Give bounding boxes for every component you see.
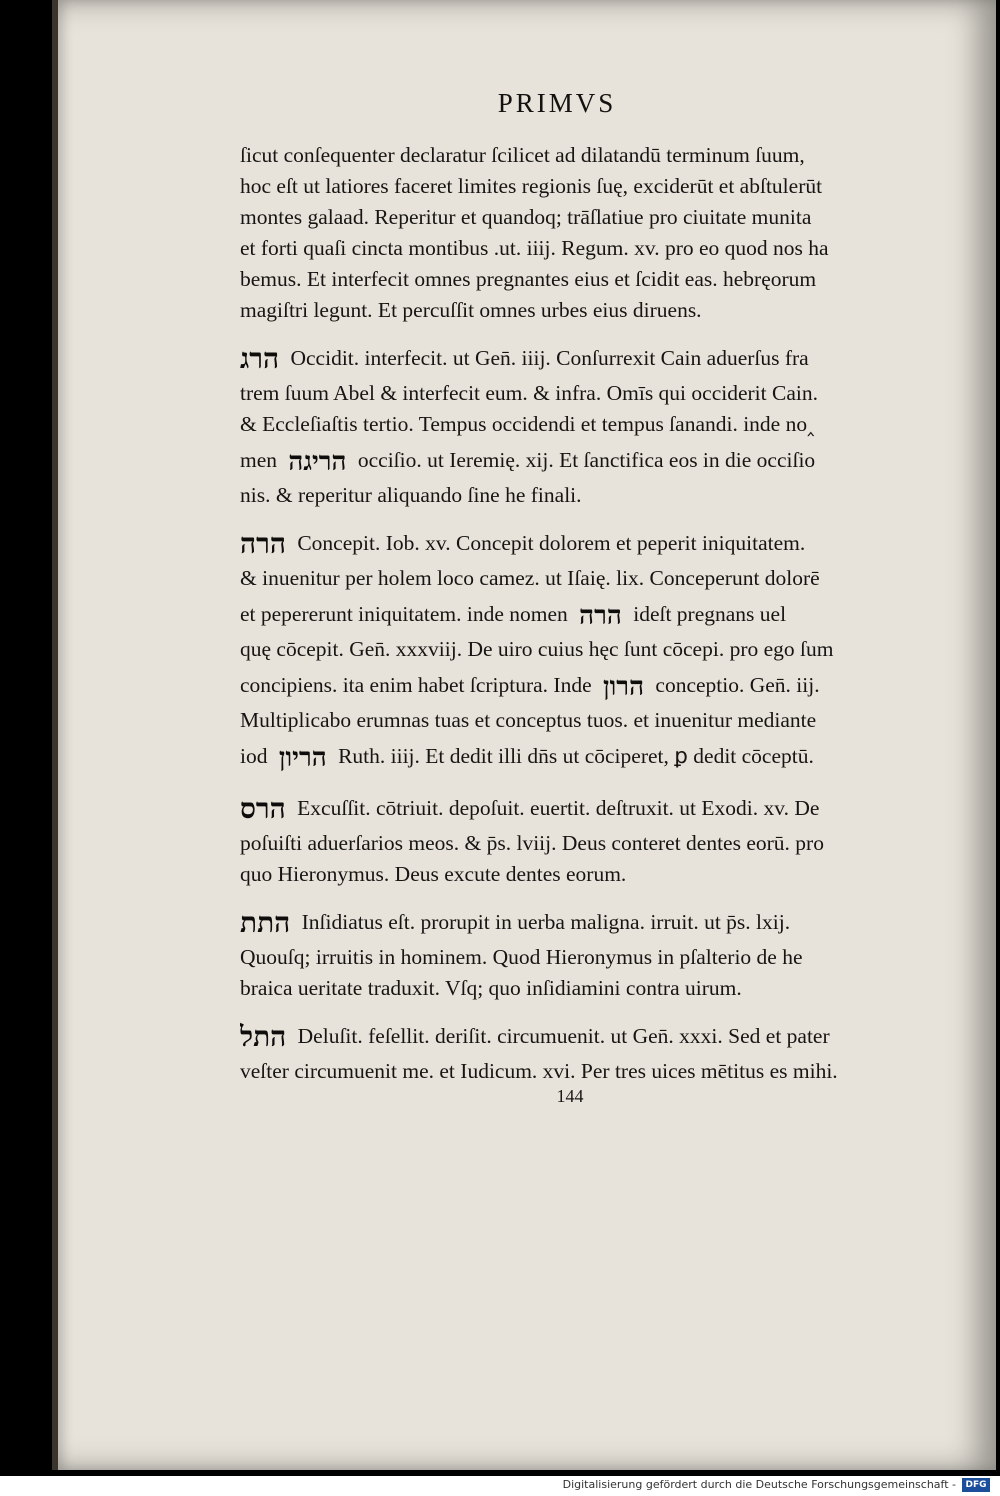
- entry-text: Excuſſit. cōtriuit. depoſuit. euertit. deſtruxit. ut Exodi. xv. De: [297, 796, 820, 820]
- hebrew-headword: הרג: [240, 342, 280, 375]
- text-line: [240, 1016, 945, 1056]
- entry-text: Concepit. Iob. xv. Concepit dolorem et peperit iniquitatem.: [297, 531, 806, 555]
- dfg-logo-icon: DFG: [962, 1478, 990, 1492]
- text-line: quo Hieronymus. Deus excute dentes eorum.: [240, 862, 627, 886]
- footer-credit: Digitalisierung gefördert durch die Deutsche Forschungsgemeinschaft -: [562, 1478, 956, 1491]
- dictionary-entry: [240, 902, 945, 1004]
- text-line: Quouſq; irruitis in hominem. Quod Hieronymus in pſalterio de he: [240, 945, 803, 969]
- text-line: quę cōcepit. Gen̄. xxxviij. De uiro cuius hęc ſunt cōcepi. pro ego ſum: [240, 637, 834, 661]
- page-text: [240, 140, 945, 1087]
- text-line: & inuenitur per holem loco camez. ut Iſaię. lix. Conceperunt dolorē: [240, 566, 820, 590]
- text-line: veſter circumuenit me. et Iudicum. xvi. Per tres uices mētitus es mihi.: [240, 1059, 838, 1083]
- text-line: bemus. Et interfecit omnes pregnantes eius et ſcidit eas. hebręorum: [240, 267, 817, 291]
- dictionary-entry: [240, 788, 945, 890]
- text-line: [240, 788, 945, 828]
- entry-text: conceptio. Gen̄. iij.: [655, 673, 820, 697]
- hebrew-word: הרה: [579, 601, 622, 631]
- dictionary-entry: [240, 523, 945, 776]
- entry-text: ideſt pregnans uel: [633, 602, 787, 626]
- folio-number: 144: [556, 1086, 584, 1106]
- entry-text: iod: [240, 744, 268, 768]
- text-line: hoc eſt ut latiores faceret limites regionis ſuę, exciderūt et abſtulerūt: [240, 174, 823, 198]
- text-line: ſicut conſequenter declaratur ſcilicet ad dilatandū terminum ſuum,: [240, 143, 805, 167]
- hebrew-headword: התת: [240, 906, 291, 939]
- entry-text: Inſidiatus eſt. prorupit in uerba maligna. irruit. ut p̄s. lxij.: [301, 910, 791, 934]
- entry-text: occiſio. ut Ieremię. xij. Et ſanctifica eos in die occiſio: [357, 448, 816, 472]
- dictionary-entry: [240, 1016, 945, 1087]
- text-line: braica ueritate traduxit. Vſq; quo inſidiamini contra uirum.: [240, 976, 742, 1000]
- text-line: [240, 736, 945, 776]
- text-line: & Eccleſiaſtis tertio. Tempus occidendi et tempus ſanandi. inde no‸: [240, 412, 815, 436]
- hebrew-word: הריון: [278, 743, 327, 773]
- entry-text: Deluſit. feſellit. deriſit. circumuenit. ut Gen̄. xxxi. Sed et pater: [297, 1024, 830, 1048]
- text-line: trem ſuum Abel & interfecit eum. & infra. Omīs qui occiderit Cain.: [240, 381, 818, 405]
- text-line: poſuiſti aduerſarios meos. & p̄s. lviij. Deus conteret dentes eorū. pro: [240, 831, 824, 855]
- hebrew-headword: התל: [240, 1020, 287, 1053]
- text-line: et forti quaſi cincta montibus .ut. iiij. Regum. xv. pro eo quod nos ha: [240, 236, 829, 260]
- hebrew-headword: הרס: [240, 792, 286, 825]
- text-line: [240, 594, 945, 634]
- entry-text: Occidit. interfecit. ut Gen̄. iiij. Conſurrexit Cain aduerſus fra: [290, 346, 809, 370]
- entry-text: men: [240, 448, 278, 472]
- text-line: montes galaad. Reperitur et quandoq; trāſlatiue pro ciuitate munita: [240, 205, 812, 229]
- entry-text: Ruth. iiij. Et dedit illi dn̄s ut cōciperet, ꝑ dedit cōceptū.: [338, 744, 814, 768]
- hebrew-headword: הרה: [240, 527, 286, 560]
- paragraph: [240, 140, 945, 326]
- text-line: [240, 338, 945, 378]
- dictionary-entry: [240, 338, 945, 511]
- text-line: [240, 440, 945, 480]
- text-line: [240, 665, 945, 705]
- entry-text: et pepererunt iniquitatem. inde nomen: [240, 602, 568, 626]
- text-line: nis. & reperitur aliquando ſine he finali.: [240, 483, 582, 507]
- entry-text: concipiens. ita enim habet ſcriptura. Inde: [240, 673, 592, 697]
- hebrew-word: הרון: [603, 672, 645, 702]
- running-head: PRIMVS: [497, 88, 617, 118]
- text-line: [240, 902, 945, 942]
- text-line: magiſtri legunt. Et percuſſit omnes urbes eius diruens.: [240, 298, 702, 322]
- text-line: Multiplicabo erumnas tuas et conceptus tuos. et inuenitur mediante: [240, 708, 817, 732]
- hebrew-word: הריגה: [288, 447, 347, 477]
- text-line: [240, 523, 945, 563]
